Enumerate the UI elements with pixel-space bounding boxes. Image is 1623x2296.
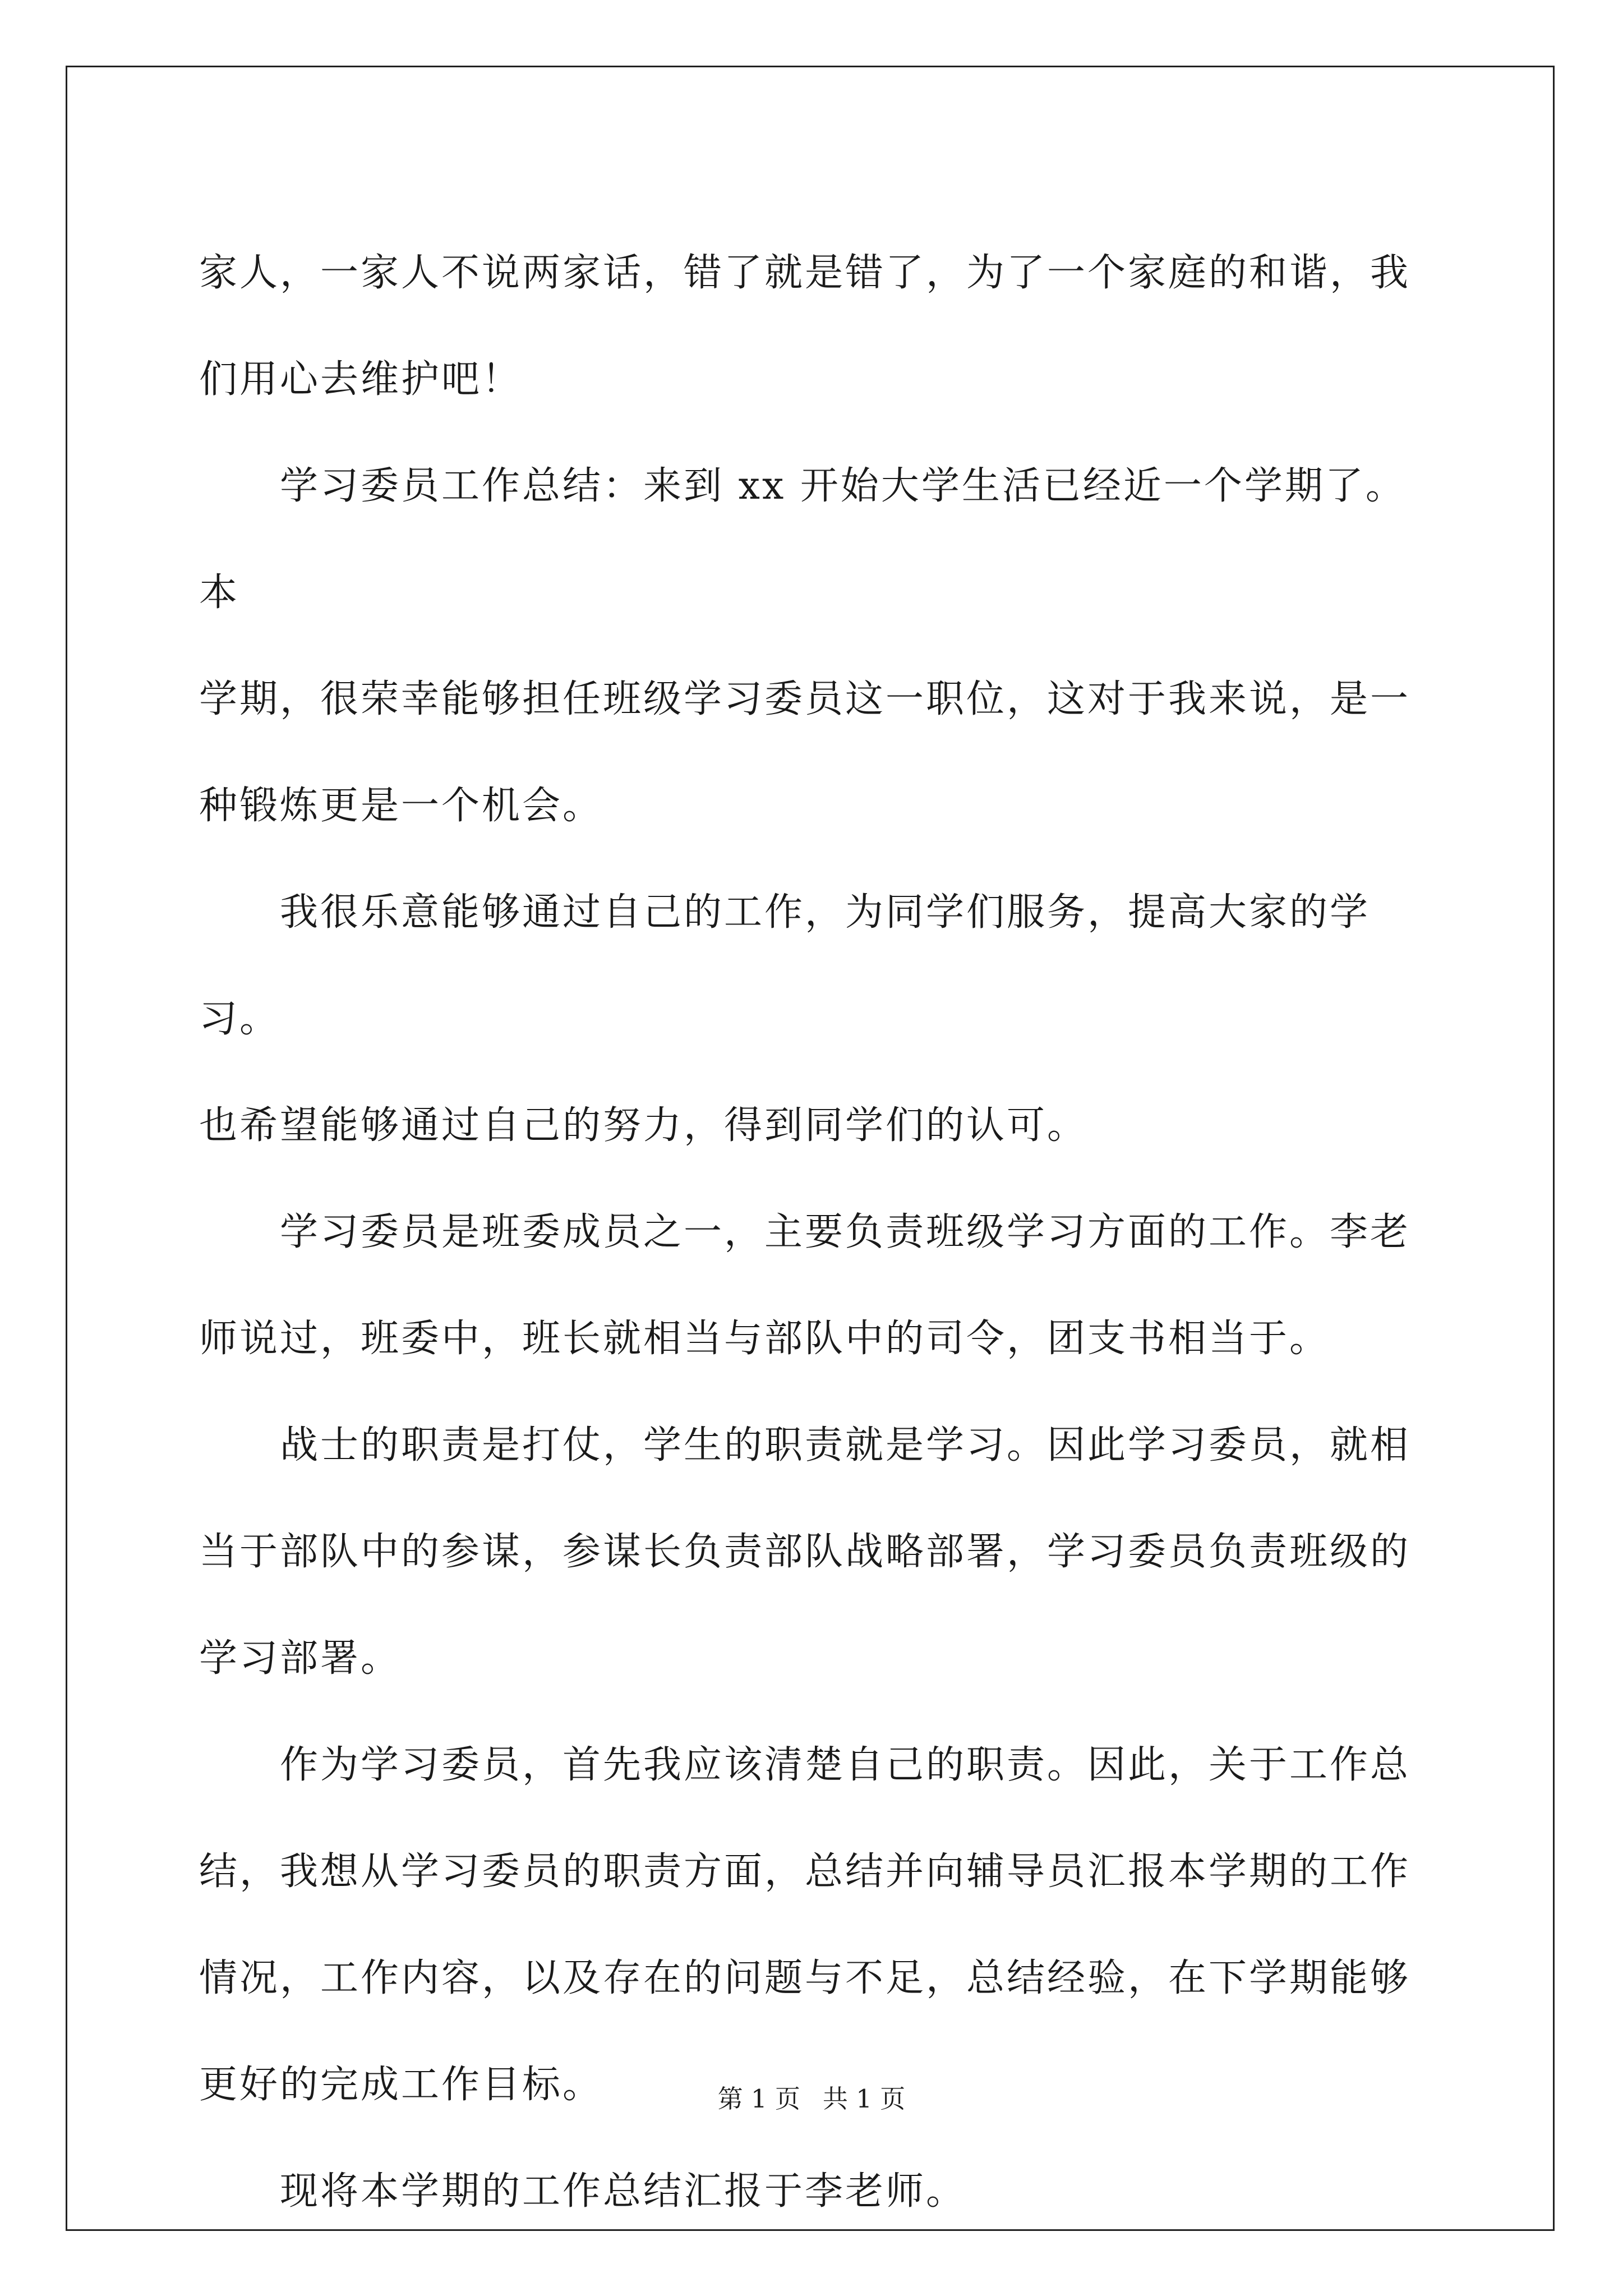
page-footer — [0, 2082, 1623, 2116]
page-number: 第 1 页 — [717, 2084, 800, 2114]
page-total: 共 1 页 — [823, 2084, 906, 2114]
document-body — [199, 220, 1433, 2245]
text-line: 师说过，班委中，班长就相当与部队中的司令，团支书相当于。 — [199, 1317, 1330, 1361]
text-line: 当于部队中的参谋，参谋长负责部队战略部署，学习委员负责班级的 — [199, 1530, 1411, 1574]
text-line: 我很乐意能够通过自己的工作，为同学们服务，提高大家的学习。 — [199, 890, 1371, 1041]
text-line: 现将本学期的工作总结汇报于李老师。 — [199, 2169, 967, 2214]
text-line: 情况，工作内容，以及存在的问题与不足，总结经验，在下学期能够 — [199, 1956, 1411, 2000]
text-line: 战士的职责是打仗，学生的职责就是学习。因此学习委员，就相 — [199, 1423, 1411, 1467]
text-line: 学习委员工作总结：来到 xx 开始大学生活已经近一个学期了。本 — [199, 464, 1406, 615]
text-line: 更好的完成工作目标。 — [199, 2063, 603, 2107]
text-line: 作为学习委员，首先我应该清楚自己的职责。因此，关于工作总 — [199, 1743, 1411, 1787]
text-line: 种锻炼更是一个机会。 — [199, 784, 603, 828]
text-line: 家人，一家人不说两家话，错了就是错了，为了一个家庭的和谐，我 — [199, 251, 1411, 295]
text-line: 学期，很荣幸能够担任班级学习委员这一职位，这对于我来说，是一 — [199, 677, 1411, 721]
text-line: 也希望能够通过自己的努力，得到同学们的认可。 — [199, 1103, 1088, 1148]
text-line: 学习部署。 — [199, 1636, 402, 1681]
text-line: 们用心去维护吧！ — [199, 357, 523, 402]
text-line: 学习委员是班委成员之一，主要负责班级学习方面的工作。李老 — [199, 1210, 1411, 1254]
text-line: 结，我想从学习委员的职责方面，总结并向辅导员汇报本学期的工作 — [199, 1849, 1411, 1894]
